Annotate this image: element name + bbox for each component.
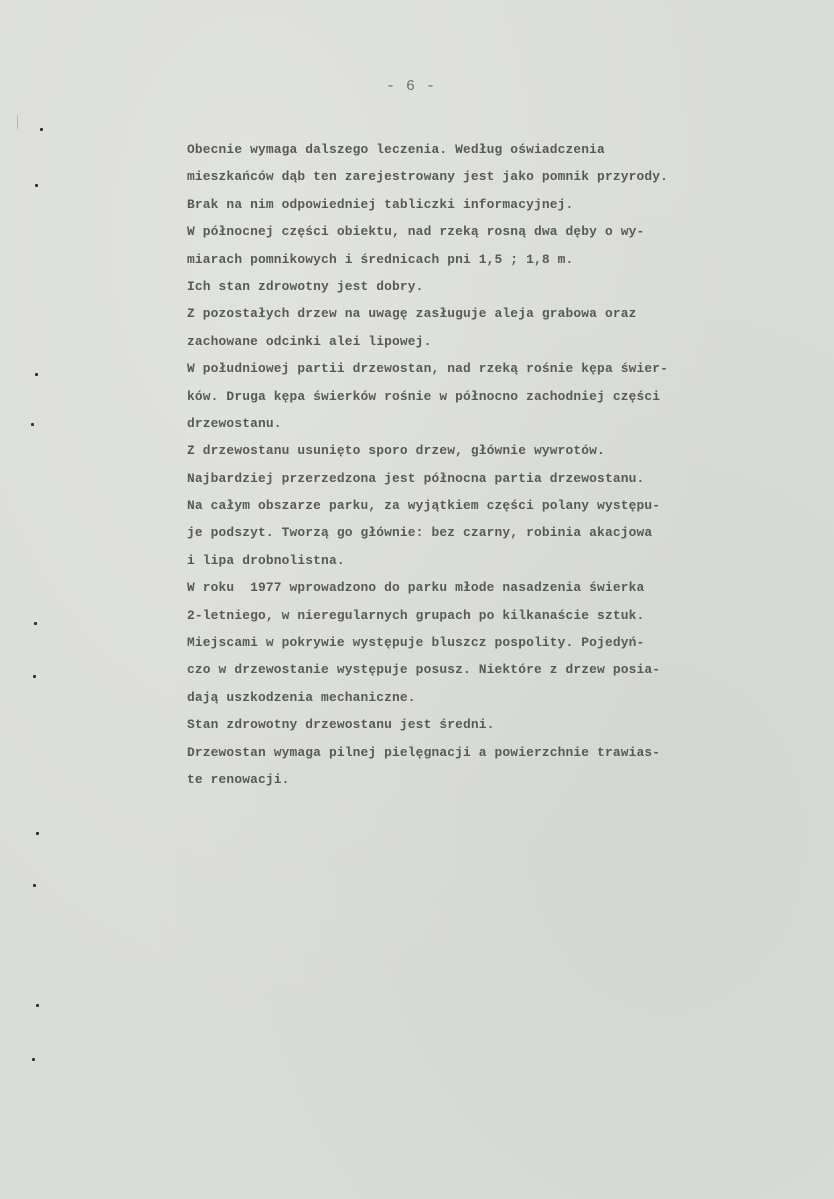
margin-punch-dot [36,1004,39,1007]
margin-mark [17,115,18,129]
text-line: W roku 1977 wprowadzono do parku młode nasadzenia świerka [187,580,645,596]
text-line: je podszyt. Tworzą go głównie: bez czarny, robinia akacjowa [187,525,653,541]
margin-punch-dot [34,622,37,625]
margin-punch-dot [33,675,36,678]
text-line: mieszkańców dąb ten zarejestrowany jest jako pomnik przyrody. [187,169,669,185]
margin-punch-dot [35,373,38,376]
text-line: Miejscami w pokrywie występuje bluszcz pospolity. Pojedyń- [187,635,645,651]
margin-punch-dot [33,884,36,887]
text-line: Drzewostan wymaga pilnej pielęgnacji a powierzchnie trawias- [187,744,661,760]
text-line: Z pozostałych drzew na uwagę zasługuje aleja grabowa oraz [187,306,637,322]
text-line: miarach pomnikowych i średnicach pni 1,5 ; 1,8 m. [187,251,574,267]
text-line: dają uszkodzenia mechaniczne. [187,689,416,705]
text-line: W południowej partii drzewostan, nad rzeką rośnie kępa świer- [187,361,669,377]
text-line: czo w drzewostanie występuje posusz. Niektóre z drzew posia- [187,662,661,678]
text-line: zachowane odcinki alei lipowej. [187,333,432,349]
margin-punch-dot [31,423,34,426]
text-line: Stan zdrowotny drzewostanu jest średni. [187,717,495,733]
text-line: Najbardziej przerzedzona jest północna partia drzewostanu. [187,470,645,486]
text-line: W północnej części obiektu, nad rzeką rosną dwa dęby o wy- [187,224,645,240]
text-line: ków. Druga kępa świerków rośnie w północno zachodniej części [187,388,661,404]
margin-punch-dot [40,128,43,131]
page-number: - 6 - [386,78,437,95]
margin-punch-dot [35,184,38,187]
body-text [187,136,827,793]
text-line: Ich stan zdrowotny jest dobry. [187,278,424,294]
text-line: Obecnie wymaga dalszego leczenia. Według oświadczenia [187,142,605,157]
text-line: te renowacji. [187,771,290,787]
margin-punch-dot [36,832,39,835]
text-line: Brak na nim odpowiedniej tabliczki informacyjnej. [187,196,574,212]
text-line: Z drzewostanu usunięto sporo drzew, głównie wywrotów. [187,443,605,459]
text-line: i lipa drobnolistna. [187,552,345,568]
text-line: 2-letniego, w nieregularnych grupach po kilkanaście sztuk. [187,607,645,623]
text-line: drzewostanu. [187,415,282,431]
text-line: Na całym obszarze parku, za wyjątkiem części polany występu- [187,498,661,514]
margin-punch-dot [32,1058,35,1061]
